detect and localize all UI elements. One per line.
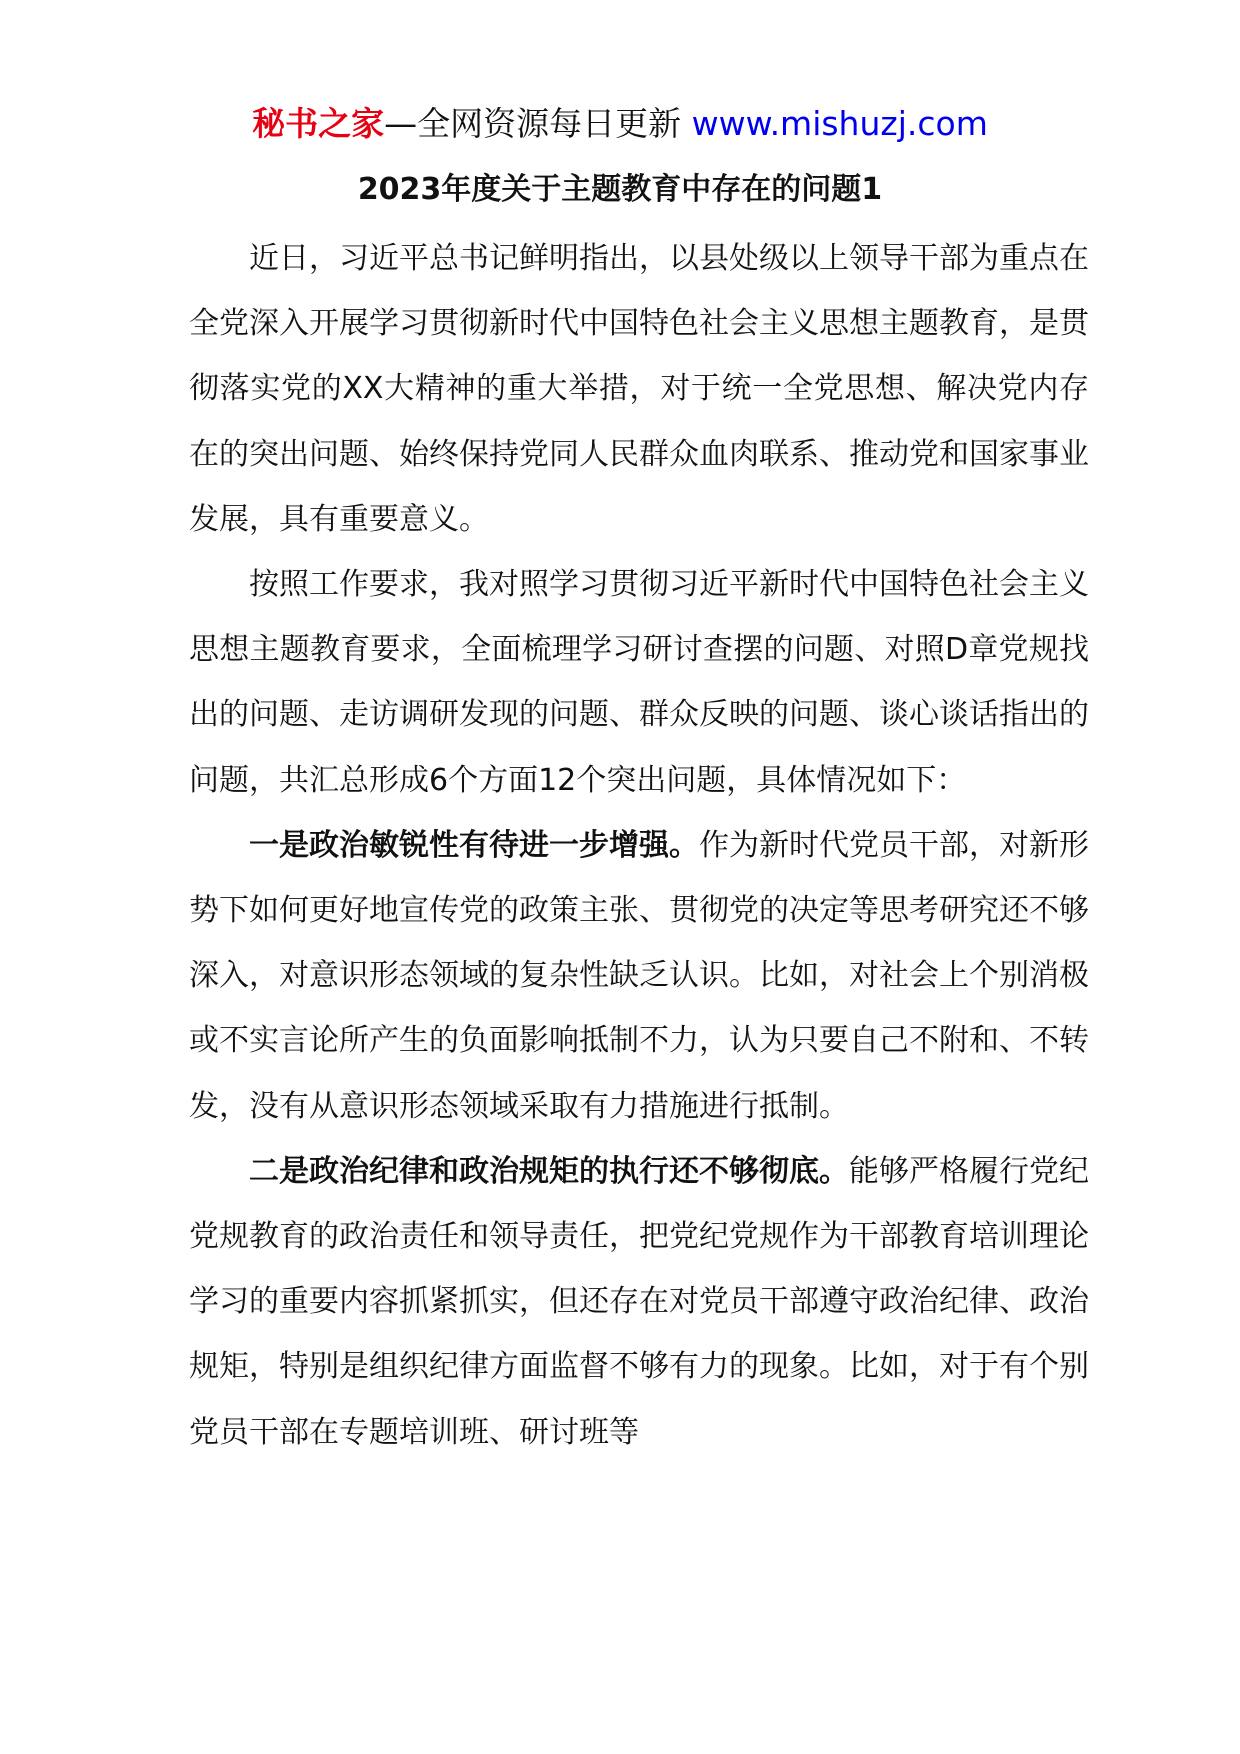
paragraph-text: 近日，习近平总书记鲜明指出，以县处级以上领导干部为重点在全党深入开展学习贯彻新时代中国特色社会主义思想主题教育，是贯彻落实党的XX大精神的重大举措，对于统一全党思想、解决党内存在的突出问题、始终保持党同人民群众血肉联系、推动党和国家事业发展，具有重要意义。 (189, 241, 1089, 537)
paragraph-lead: 一是政治敏锐性有待进一步增强。 (249, 827, 699, 863)
site-tagline: —全网资源每日更新 (384, 104, 682, 143)
document-title: 2023年度关于主题教育中存在的问题1 (357, 172, 883, 207)
paragraph-1 (189, 226, 1089, 552)
paragraph-4 (189, 1139, 1089, 1465)
paragraph-3 (189, 813, 1089, 1139)
site-url-link[interactable]: www.mishuzj.com (691, 104, 988, 143)
site-header (0, 100, 1240, 148)
paragraph-2 (189, 552, 1089, 813)
paragraph-text: 按照工作要求，我对照学习贯彻习近平新时代中国特色社会主义思想主题教育要求，全面梳理学习研讨查摆的问题、对照D章党规找出的问题、走访调研发现的问题、群众反映的问题、谈心谈话指出的问题，共汇总形成6个方面12个突出问题，具体情况如下： (189, 567, 1089, 798)
paragraph-text: 能够严格履行党纪党规教育的政治责任和领导责任，把党纪党规作为干部教育培训理论学习的重要内容抓紧抓实，但还存在对党员干部遵守政治纪律、政治规矩，特别是组织纪律方面监督不够有力的现象。比如，对于有个别党员干部在专题培训班、研讨班等 (189, 1153, 1089, 1450)
site-brand: 秘书之家 (252, 104, 385, 143)
paragraph-text: 作为新时代党员干部，对新形势下如何更好地宣传党的政策主张、贯彻党的决定等思考研究还不够深入，对意识形态领域的复杂性缺乏认识。比如，对社会上个别消极或不实言论所产生的负面影响抵制不力，认为只要自己不附和、不转发，没有从意识形态领域采取有力措施进行抵制。 (189, 827, 1089, 1124)
document-body (189, 226, 1089, 1465)
paragraph-lead: 二是政治纪律和政治规矩的执行还不够彻底。 (249, 1153, 849, 1189)
